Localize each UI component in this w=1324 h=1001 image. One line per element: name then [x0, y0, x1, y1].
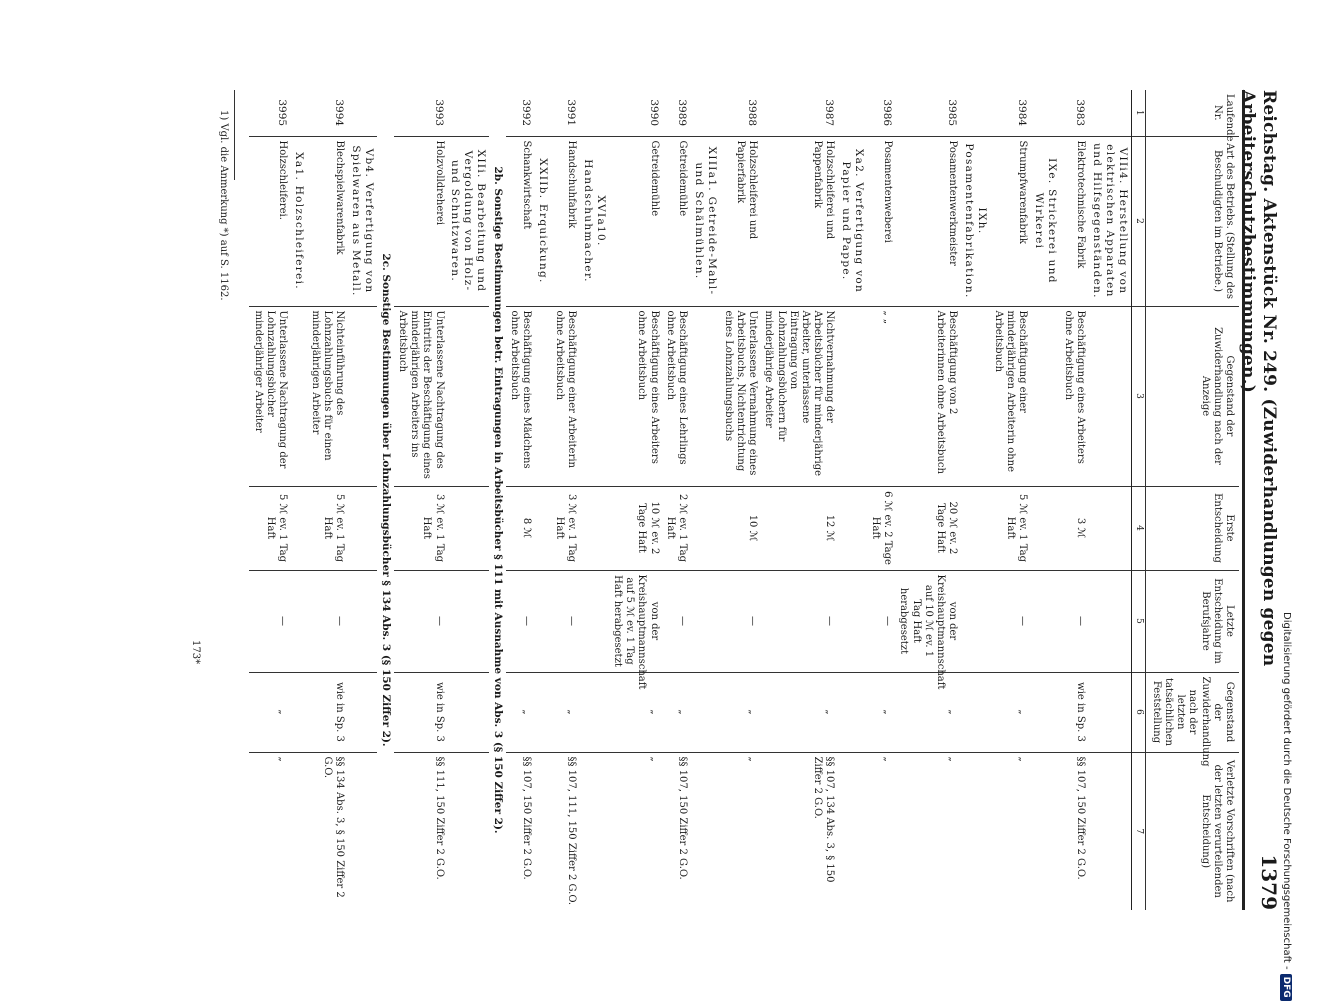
- column-header-6: Gegenstand der Zuwiderhandlung nach der letzten tatsächlichen Feststellung: [1145, 672, 1239, 752]
- column-number-3: 3: [1131, 306, 1145, 486]
- cell-gegenstand: Beschäftigung von 2 Arbeiterinnen ohne Arbeitsbuch: [895, 306, 960, 486]
- cell-vorschriften: „: [250, 752, 291, 910]
- section-c-heading-group: [377, 90, 394, 910]
- empty-cell: [534, 306, 551, 486]
- empty-cell: [579, 306, 609, 486]
- cell-nr: 3986: [881, 99, 894, 127]
- empty-cell: [1088, 672, 1131, 752]
- section-heading-2b: 2b. Sonstige Bestimmungen betr. Eintragungen in Arbeitsbücher § 111 mit Ausnahme von Abs. 3 (§ 150 Ziffer 2).: [491, 166, 504, 834]
- table-row: [609, 90, 662, 910]
- cell-art: Handschuhfabrik: [551, 136, 579, 306]
- page-number: 1379: [1257, 854, 1281, 910]
- category-row: [447, 90, 489, 910]
- empty-cell: [837, 486, 867, 570]
- table-row: [506, 90, 534, 910]
- cell-vorschriften: „: [720, 752, 761, 910]
- empty-cell: [290, 570, 307, 672]
- cell-feststellung: wie in Sp. 3: [1060, 672, 1088, 752]
- empty-cell: [447, 486, 489, 570]
- empty-cell: [579, 570, 609, 672]
- cell-erste: 10 ℳ ev. 2 Tage Haft: [609, 486, 662, 570]
- empty-cell: [837, 672, 867, 752]
- cell-erste: 3 ℳ: [1060, 486, 1088, 570]
- empty-cell: [347, 90, 377, 136]
- empty-cell: [447, 570, 489, 672]
- cell-gegenstand: Nichtvernahmung der Arbeitsbücher für minderjährige Arbeiter, unterlassene Eintragung von Lohnzahlungsbüchern für minderjährige Arbeiter: [760, 306, 837, 486]
- violations-table: [250, 90, 1240, 910]
- empty-cell: [347, 486, 377, 570]
- cell-letzte: —: [720, 570, 761, 672]
- cell-nr: 3990: [647, 99, 660, 127]
- empty-cell: [579, 90, 609, 136]
- column-header-4: Erste Entscheidung: [1145, 486, 1239, 570]
- cell-art: Holzvolldreherei: [394, 136, 447, 306]
- cell-vorschriften: „: [990, 752, 1031, 910]
- cell-vorschriften: „: [895, 752, 960, 910]
- table-row: [662, 90, 690, 910]
- empty-cell: [960, 306, 990, 486]
- cell-nr: 3987: [823, 99, 836, 127]
- cell-feststellung: „: [990, 672, 1031, 752]
- cell-letzte: —: [990, 570, 1031, 672]
- header-rule: [1242, 90, 1245, 910]
- cell-art: Getreidemühle: [662, 136, 690, 306]
- empty-cell: [1088, 306, 1131, 486]
- empty-cell: [534, 570, 551, 672]
- cell-feststellung: „: [551, 672, 579, 752]
- empty-cell: [960, 486, 990, 570]
- empty-cell: [290, 306, 307, 486]
- empty-cell: [1030, 486, 1060, 570]
- category-heading: Xa2. Verfertigung von Papier und Pappe.: [837, 136, 867, 306]
- table-row: [394, 90, 447, 910]
- category-heading: IXh. Posamentenfabrikation.: [960, 136, 990, 306]
- cell-erste: 10 ℳ: [720, 486, 761, 570]
- empty-cell: [447, 672, 489, 752]
- cell-vorschriften: §§ 107, 150 Ziffer 2 G.O.: [1060, 752, 1088, 910]
- empty-cell: [534, 90, 551, 136]
- cell-nr: 3989: [676, 99, 689, 127]
- empty-cell: [1088, 486, 1131, 570]
- cell-erste: 6 ℳ ev. 2 Tage Haft: [867, 486, 895, 570]
- empty-cell: [290, 486, 307, 570]
- empty-cell: [960, 90, 990, 136]
- cell-erste: 3 ℳ ev. 1 Tag Haft: [551, 486, 579, 570]
- cell-erste: 12 ℳ: [760, 486, 837, 570]
- cell-nr: 3985: [946, 99, 959, 127]
- cell-gegenstand: Beschäftigung eines Arbeiters ohne Arbeitsbuch: [1060, 306, 1088, 486]
- category-heading: IXe. Strickerei und Wirkerei: [1030, 136, 1060, 306]
- table-row: [867, 90, 895, 910]
- empty-cell: [960, 672, 990, 752]
- empty-cell: [690, 672, 720, 752]
- category-heading: XIIIa1. Getreide-Mahl- und Schälmühlen.: [690, 136, 720, 306]
- empty-cell: [290, 752, 307, 910]
- column-number-5: 5: [1131, 570, 1145, 672]
- cell-gegenstand: Beschäftigung eines Arbeiters ohne Arbeitsbuch: [609, 306, 662, 486]
- cell-art: Schankwirtschaft: [506, 136, 534, 306]
- cell-erste: 3 ℳ ev. 1 Tag Haft: [394, 486, 447, 570]
- cell-feststellung: „: [720, 672, 761, 752]
- category-row: [1088, 90, 1131, 910]
- page-title: Reichstag. Aktenstück Nr. 249. (Zuwiderhandlungen gegen Arbeiterschutzbestimmungen.): [1238, 90, 1279, 667]
- empty-cell: [1030, 90, 1060, 136]
- empty-cell: [579, 486, 609, 570]
- cell-feststellung: „: [867, 672, 895, 752]
- cell-art: Blechspielwarenfabrik: [307, 136, 348, 306]
- cell-feststellung: „: [662, 672, 690, 752]
- column-header-7: Verletzte Vorschriften (nach der letzten verurteilenden Entscheidung): [1145, 752, 1239, 910]
- column-number-1: 1: [1131, 90, 1145, 136]
- empty-cell: [690, 752, 720, 910]
- empty-cell: [347, 672, 377, 752]
- empty-cell: [837, 90, 867, 136]
- cell-gegenstand: Unterlassene Vernahmung eines Arbeitsbuchs, Nichtentrichtung eines Lohnzahlungsbuchs: [720, 306, 761, 486]
- empty-cell: [1088, 90, 1131, 136]
- cell-gegenstand: Unterlassene Nachtragung der Lohnzahlungsbücher minderjähriger Arbeiter: [250, 306, 291, 486]
- funding-note-text: Digitalisierung gefördert durch die Deutsche Forschungsgemeinschaft -: [1281, 612, 1292, 970]
- empty-cell: [1030, 752, 1060, 910]
- cell-letzte: —: [307, 570, 348, 672]
- funding-note: [1270, 612, 1292, 998]
- cell-feststellung: „: [506, 672, 534, 752]
- cell-feststellung: „: [895, 672, 960, 752]
- cell-feststellung: wie in Sp. 3: [394, 672, 447, 752]
- table-row: [990, 90, 1031, 910]
- empty-cell: [579, 672, 609, 752]
- cell-nr: 3993: [432, 99, 445, 127]
- cell-art: Posamentenwerkmeister: [895, 136, 960, 306]
- cell-letzte: —: [250, 570, 291, 672]
- category-row: [534, 90, 551, 910]
- table-body-section-a: [506, 90, 1131, 910]
- table-row: [1060, 90, 1088, 910]
- category-heading: VIIi4. Herstellung von elektrischen Apparaten und Hilfsgegenständen.: [1088, 136, 1131, 306]
- empty-cell: [1030, 672, 1060, 752]
- cell-gegenstand: Unterlassene Nachtragung des Eintritts der Beschäftigung eines minderjährigen Arbeiters ins Arbeitsbuch: [394, 306, 447, 486]
- cell-feststellung: „: [760, 672, 837, 752]
- empty-cell: [290, 90, 307, 136]
- category-heading: Xa1. Holzschleiferei.: [290, 136, 307, 306]
- category-heading: XXIIb. Erquickung.: [534, 136, 551, 306]
- cell-nr: 3988: [746, 99, 759, 127]
- column-number-6: 6: [1131, 672, 1145, 752]
- category-row: [960, 90, 990, 910]
- cell-nr: 3983: [1074, 99, 1087, 127]
- empty-cell: [837, 570, 867, 672]
- table-body-section-c: [250, 90, 378, 910]
- cell-vorschriften: §§ 107, 150 Ziffer 2 G.O.: [662, 752, 690, 910]
- table-row: [551, 90, 579, 910]
- category-heading: XIIi. Bearbeitung und Vergoldung von Holz- und Schnitzwaren.: [447, 136, 489, 306]
- column-header-2: Art des Betriebs. (Stellung des Beschuldigten im Betriebe.): [1145, 136, 1239, 306]
- cell-letzte: von der Kreishauptmannschaft auf 10 ℳ ev. 1 Tag Haft herabgesetzt: [895, 570, 960, 672]
- cell-letzte: von der Kreishauptmannschaft auf 5 ℳ ev. 1 Tag Haft herabgesetzt: [609, 570, 662, 672]
- cell-art: Posamentenweberei: [867, 136, 895, 306]
- cell-letzte: —: [551, 570, 579, 672]
- section-b-heading-group: [489, 90, 506, 910]
- cell-feststellung: „: [609, 672, 662, 752]
- cell-vorschriften: §§ 107, 134 Abs. 3, § 150 Ziffer 2 G.O.: [760, 752, 837, 910]
- cell-letzte: —: [506, 570, 534, 672]
- section-heading-2c: 2c. Sonstige Bestimmungen über Lohnzahlungsbücher § 134 Abs. 3 (§ 150 Ziffer 2).: [379, 253, 392, 747]
- empty-cell: [1030, 570, 1060, 672]
- footnote-rule: [234, 90, 235, 180]
- cell-art: Holzschleiferei und Pappenfabrik: [760, 136, 837, 306]
- category-row: [290, 90, 307, 910]
- cell-gegenstand: Beschäftigung einer minderjährigen Arbeiterin ohne Arbeitsbuch: [990, 306, 1031, 486]
- column-header-5: Letzte Entscheidung im Berufsjahre: [1145, 570, 1239, 672]
- empty-cell: [1030, 306, 1060, 486]
- cell-vorschriften: „: [609, 752, 662, 910]
- cell-feststellung: „: [250, 672, 291, 752]
- cell-gegenstand: Beschäftigung einer Arbeiterin ohne Arbeitsbuch: [551, 306, 579, 486]
- category-heading: Vb4. Verfertigung von Spielwaren aus Metall.: [347, 136, 377, 306]
- cell-letzte: —: [867, 570, 895, 672]
- empty-cell: [837, 306, 867, 486]
- cell-art: Elektrotechnische Fabrik: [1060, 136, 1088, 306]
- table-row: [307, 90, 348, 910]
- empty-cell: [1088, 752, 1131, 910]
- cell-gegenstand: „ „: [867, 306, 895, 486]
- category-row: [1030, 90, 1060, 910]
- empty-cell: [690, 90, 720, 136]
- cell-nr: 3992: [520, 99, 533, 127]
- column-header-3: Gegenstand der Zuwiderhandlung nach der Anzeige: [1145, 306, 1239, 486]
- empty-cell: [347, 752, 377, 910]
- cell-gegenstand: Nichteinführung des Lohnzahlungsbuchs für einen minderjährigen Arbeiter: [307, 306, 348, 486]
- cell-nr: 3991: [565, 99, 578, 127]
- cell-vorschriften: §§ 107, 150 Ziffer 2 G.O.: [506, 752, 534, 910]
- empty-cell: [447, 90, 489, 136]
- category-row: [690, 90, 720, 910]
- table-body-section-b: [394, 90, 489, 910]
- cell-erste: 5 ℳ ev. 1 Tag Haft: [990, 486, 1031, 570]
- empty-cell: [347, 306, 377, 486]
- footnote: 1) Vgl. die Anmerkung *) auf S. 1162.: [218, 110, 229, 301]
- cell-nr: 3995: [276, 99, 289, 127]
- table-row: [760, 90, 837, 910]
- empty-cell: [534, 672, 551, 752]
- empty-cell: [347, 570, 377, 672]
- cell-art: Holzschleiferei und Papierfabrik: [720, 136, 761, 306]
- cell-erste: 2 ℳ ev. 1 Tag Haft: [662, 486, 690, 570]
- cell-erste: 8 ℳ: [506, 486, 534, 570]
- document-page: [115, 80, 1285, 920]
- cell-vorschriften: §§ 107, 111, 150 Ziffer 2 G.O.: [551, 752, 579, 910]
- cell-gegenstand: Beschäftigung eines Mädchens ohne Arbeitsbuch: [506, 306, 534, 486]
- signature-mark: 173*: [190, 640, 201, 665]
- empty-cell: [579, 752, 609, 910]
- cell-gegenstand: Beschäftigung eines Lehrlings ohne Arbeitsbuch: [662, 306, 690, 486]
- cell-art: Holzschleiferei.: [250, 136, 291, 306]
- dfg-logo: DFG: [1280, 974, 1292, 1001]
- table-row: [895, 90, 960, 910]
- empty-cell: [690, 306, 720, 486]
- table-row: [250, 90, 291, 910]
- cell-erste: 5 ℳ ev. 1 Tag Haft: [250, 486, 291, 570]
- category-row: [837, 90, 867, 910]
- empty-cell: [447, 752, 489, 910]
- category-row: [579, 90, 609, 910]
- category-heading: XVIa10. Handschuhmacher.: [579, 136, 609, 306]
- cell-letzte: —: [760, 570, 837, 672]
- empty-cell: [690, 486, 720, 570]
- empty-cell: [1088, 570, 1131, 672]
- empty-cell: [534, 752, 551, 910]
- cell-erste: 20 ℳ ev. 2 Tage Haft: [895, 486, 960, 570]
- empty-cell: [290, 672, 307, 752]
- empty-cell: [837, 752, 867, 910]
- cell-vorschriften: §§ 111, 150 Ziffer 2 G.O.: [394, 752, 447, 910]
- cell-nr: 3984: [1016, 99, 1029, 127]
- cell-letzte: —: [394, 570, 447, 672]
- cell-vorschriften: §§ 134 Abs. 3, § 150 Ziffer 2 G.O.: [307, 752, 348, 910]
- table-row: [720, 90, 761, 910]
- cell-art: Getreidemühle: [609, 136, 662, 306]
- column-number-7: 7: [1131, 752, 1145, 910]
- cell-letzte: —: [662, 570, 690, 672]
- cell-vorschriften: „: [867, 752, 895, 910]
- empty-cell: [447, 306, 489, 486]
- empty-cell: [690, 570, 720, 672]
- cell-art: Strumpfwarenfabrik: [990, 136, 1031, 306]
- cell-nr: 3994: [333, 99, 346, 127]
- empty-cell: [960, 570, 990, 672]
- column-header-1: Laufende Nr.: [1145, 90, 1239, 136]
- category-row: [347, 90, 377, 910]
- table-header: [1131, 90, 1239, 910]
- cell-letzte: —: [1060, 570, 1088, 672]
- empty-cell: [960, 752, 990, 910]
- cell-erste: 5 ℳ ev. 1 Tag Haft: [307, 486, 348, 570]
- column-number-4: 4: [1131, 486, 1145, 570]
- cell-feststellung: wie in Sp. 3: [307, 672, 348, 752]
- column-number-2: 2: [1131, 136, 1145, 306]
- empty-cell: [534, 486, 551, 570]
